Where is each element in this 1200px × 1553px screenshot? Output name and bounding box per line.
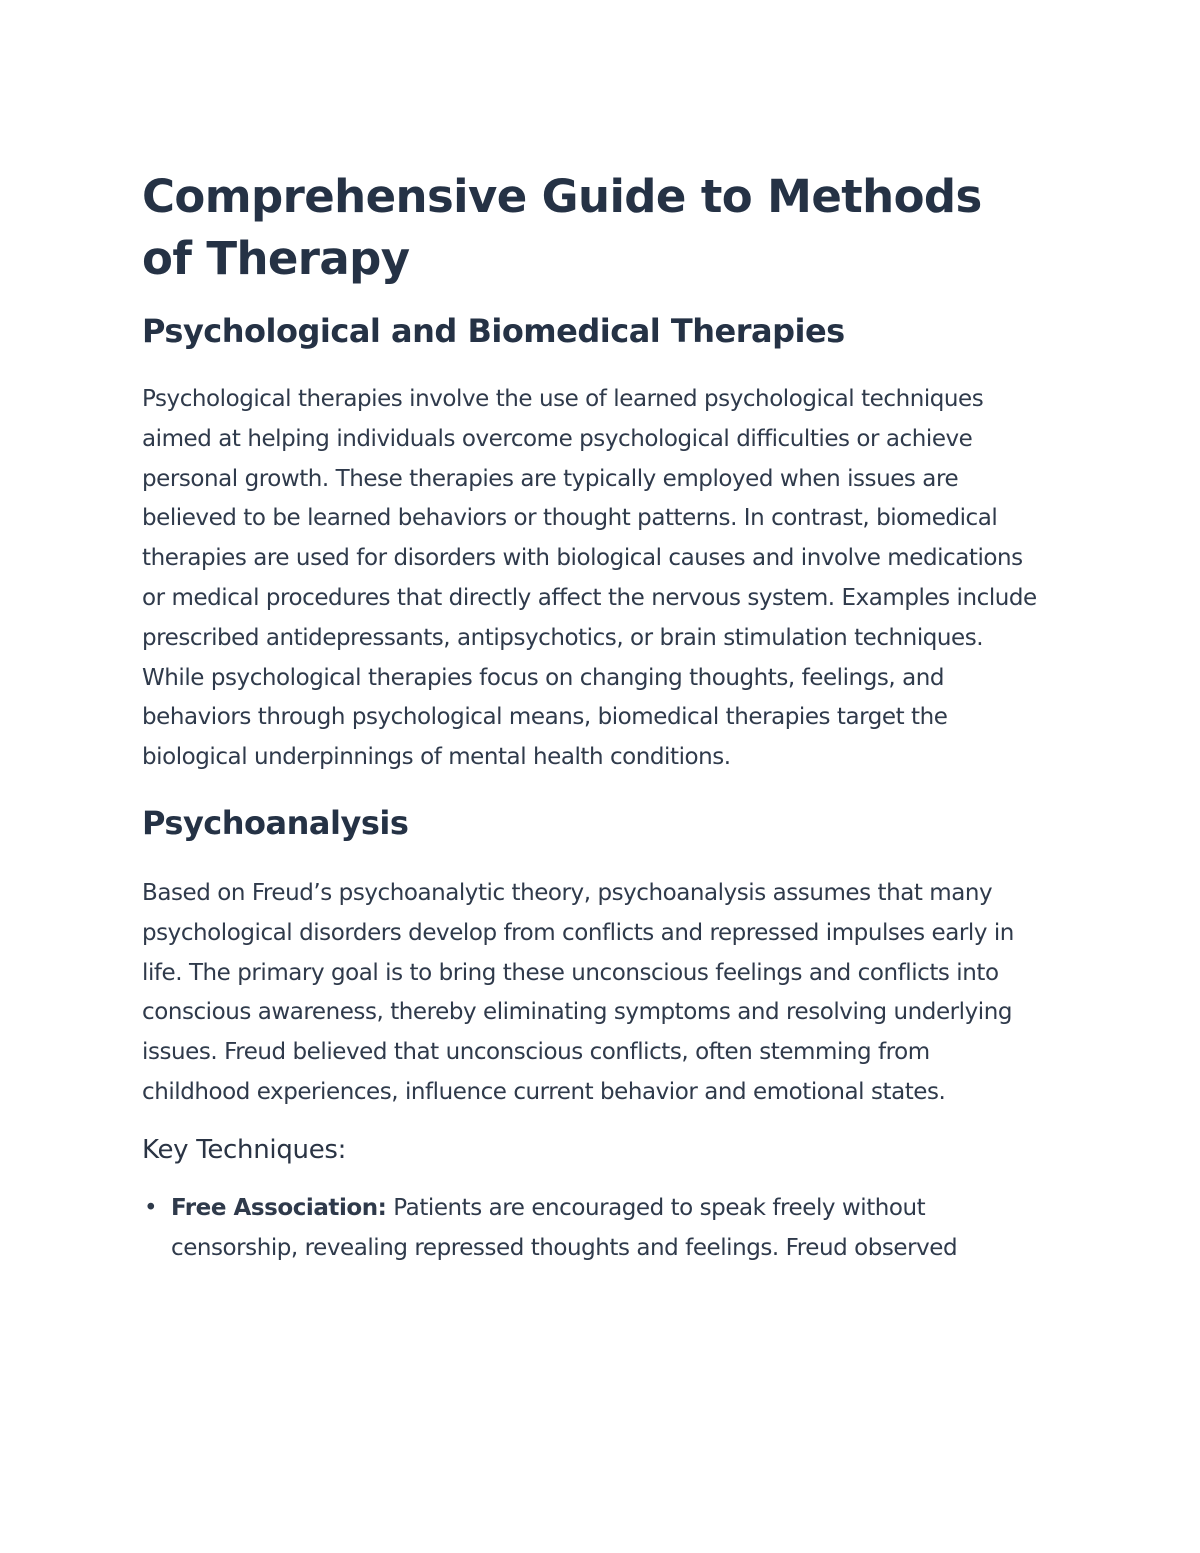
section-psychological-biomedical: [142, 310, 1042, 778]
section-heading: Psychological and Biomedical Therapies: [142, 312, 845, 350]
document-title: Comprehensive Guide to Methods of Therapy: [142, 170, 982, 285]
list-item: [142, 1189, 1042, 1269]
section-paragraph: Based on Freud’s psychoanalytic theory, psychoanalysis assumes that many psychological disorders develop from conflicts and repressed impulses early in life. The primary goal is to bring these unconscious feelings and conflicts into conscious awareness, thereby eliminating symptoms and resolving underlying issues. Freud believed that unconscious conflicts, often stemming from childhood experiences, influence current behavior and emotional states.: [142, 879, 1014, 1105]
section-heading: Psychoanalysis: [142, 803, 409, 842]
technique-description: Patients are encouraged to speak freely without censorship, revealing repressed thoughts and feelings. Freud observed: [171, 1194, 958, 1261]
key-techniques-subheading: Key Techniques:: [142, 1134, 347, 1165]
section-paragraph: Psychological therapies involve the use of learned psychological techniques aimed at helping individuals overcome psychological difficulties or achieve personal growth. These therapies are typically employed when issues are believed to be learned behaviors or thought patterns. In contrast, biomedical therapies are used for disorders with biological causes and involve medications or medical procedures that directly affect the nervous system. Examples include prescribed antidepressants, antipsychotics, or brain stimulation techniques. While psychological therapies focus on changing thoughts, feelings, and behaviors through psychological means, biomedical therapies target the biological underpinnings of mental health conditions.: [142, 386, 1037, 771]
section-psychoanalysis: [142, 802, 1042, 1268]
bullet-icon: •: [144, 1194, 158, 1221]
technique-term: Free Association:: [171, 1194, 387, 1221]
techniques-list: [142, 1189, 1042, 1269]
document-page: [142, 166, 1042, 1268]
